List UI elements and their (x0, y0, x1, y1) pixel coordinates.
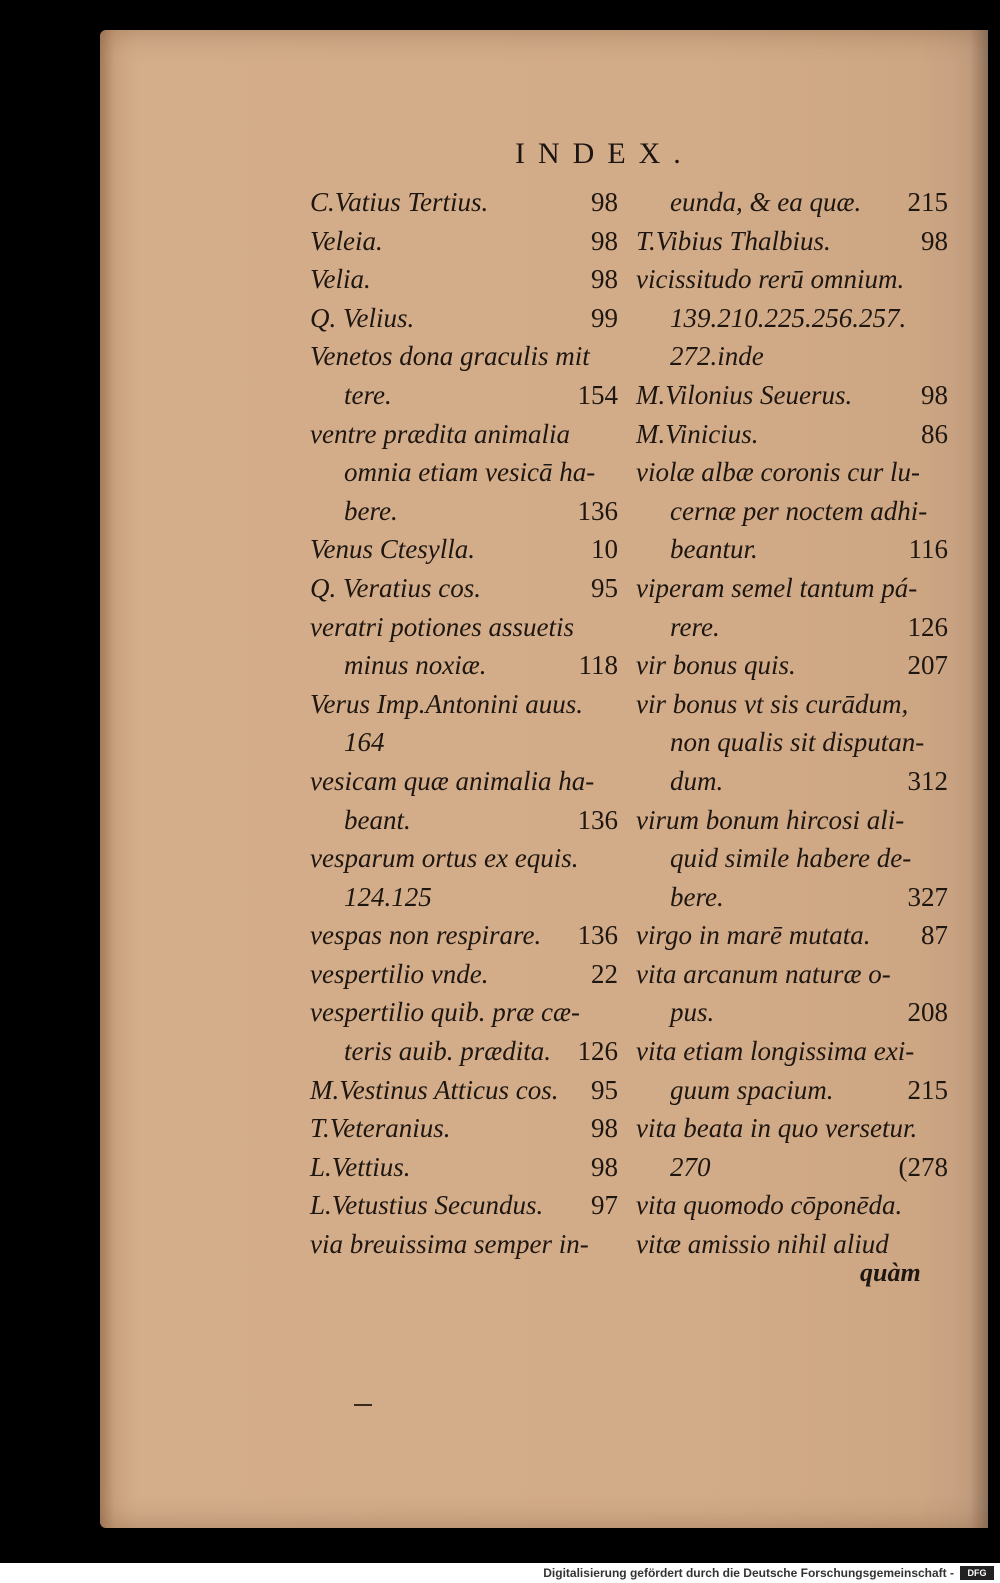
index-entry (636, 646, 948, 685)
entry-text: vita arcanum naturæ o- (636, 958, 891, 989)
entry-page-number: 86 (921, 418, 948, 449)
index-entry (636, 916, 948, 955)
entry-text: vespertilio quib. præ cæ- (310, 997, 580, 1028)
entry-page-number: 208 (907, 997, 948, 1028)
index-entry (636, 723, 948, 762)
index-entry (636, 1148, 948, 1187)
index-entry (636, 492, 948, 531)
entry-text: 272.inde (670, 341, 764, 372)
entry-text: veratri potiones assuetis (310, 611, 574, 642)
entry-text: vita etiam longissima exi- (636, 1036, 915, 1067)
entry-page-number: 215 (907, 1074, 948, 1105)
entry-text: C.Vatius Tertius. (310, 187, 489, 217)
index-entry (310, 646, 618, 685)
entry-text: Q. Velius. (310, 302, 415, 333)
entry-text: guum spacium. (670, 1074, 834, 1105)
entry-text: omnia etiam vesicā ha- (344, 457, 596, 488)
index-entry (310, 993, 618, 1032)
entry-page-number: 99 (591, 302, 618, 333)
index-entry (636, 685, 948, 724)
entry-page-number: 10 (591, 534, 618, 565)
entry-page-number: 95 (591, 572, 618, 603)
entry-text: via breuissima semper in- (310, 1229, 589, 1260)
index-entry (636, 1186, 948, 1225)
entry-page-number: 22 (591, 958, 618, 989)
index-entry (310, 1109, 618, 1148)
entry-page-number: 87 (921, 920, 948, 951)
entry-page-number: 98 (591, 225, 618, 256)
index-entry (310, 1071, 618, 1110)
entry-page-number: 215 (907, 187, 948, 217)
entry-text: vir bonus vt sis curādum, (636, 688, 909, 719)
index-column-left (310, 183, 618, 1264)
index-entry (310, 183, 618, 222)
index-entry (310, 376, 618, 415)
index-entry (310, 955, 618, 994)
entry-page-number: 98 (591, 1151, 618, 1182)
entry-text: virum bonum hircosi ali- (636, 804, 905, 835)
entry-page-number: 97 (591, 1190, 618, 1221)
entry-page-number: 126 (907, 611, 948, 642)
entry-text: dum. (670, 765, 724, 796)
index-entry (636, 415, 948, 454)
index-entry (310, 1225, 618, 1264)
index-entry (636, 993, 948, 1032)
entry-page-number: 136 (577, 804, 618, 835)
entry-text: bere. (670, 881, 724, 912)
entry-text: beant. (344, 804, 411, 835)
index-entry (636, 839, 948, 878)
index-entry (310, 916, 618, 955)
index-entry (310, 415, 618, 454)
index-entry (310, 608, 618, 647)
footer-credit: Digitalisierung gefördert durch die Deutsche Forschungsgemeinschaft - (543, 1566, 954, 1580)
dfg-logo: DFG (960, 1566, 994, 1580)
index-entry (636, 762, 948, 801)
entry-text: L.Vetustius Secundus. (310, 1190, 544, 1221)
entry-text: pus. (670, 997, 715, 1028)
entry-page-number: 98 (591, 1113, 618, 1144)
index-entry (310, 337, 618, 376)
entry-text: T.Vibius Thalbius. (636, 225, 831, 256)
index-entry (310, 723, 618, 762)
entry-text: eunda, & ea quæ. (670, 187, 862, 217)
index-entry (310, 453, 618, 492)
entry-text: quid simile habere de- (670, 843, 912, 874)
index-entry (636, 1032, 948, 1071)
index-entry (636, 337, 948, 376)
index-entry (636, 569, 948, 608)
entry-text: non qualis sit disputan- (670, 727, 925, 758)
entry-page-number: 98 (591, 187, 618, 217)
entry-page-number: 98 (921, 225, 948, 256)
entry-page-number: 98 (921, 379, 948, 410)
entry-text: 164 (344, 727, 385, 758)
index-entry (636, 222, 948, 261)
entry-text: cernæ per noctem adhi- (670, 495, 928, 526)
index-entry (310, 1032, 618, 1071)
entry-text: M.Vinicius. (636, 418, 759, 449)
entry-text: vitæ amissio nihil aliud (636, 1229, 889, 1260)
entry-page-number: 154 (577, 379, 618, 410)
entry-text: viperam semel tantum pá- (636, 572, 918, 603)
entry-text: minus noxiæ. (344, 650, 487, 681)
entry-text: Venus Ctesylla. (310, 534, 475, 565)
index-entry (310, 530, 618, 569)
index-entry (636, 530, 948, 569)
entry-text: virgo in marē mutata. (636, 920, 871, 951)
entry-text: rere. (670, 611, 720, 642)
index-entry (636, 1071, 948, 1110)
entry-text: Venetos dona graculis mit (310, 341, 590, 372)
ink-mark (354, 1404, 372, 1406)
entry-page-number: 136 (577, 495, 618, 526)
entry-page-number: 207 (907, 650, 948, 681)
entry-text: Velia. (310, 264, 371, 295)
index-entry (310, 762, 618, 801)
entry-text: tere. (344, 379, 392, 410)
entry-text: 124.125 (344, 881, 432, 912)
index-entry (310, 878, 618, 917)
index-entry (310, 260, 618, 299)
entry-text: 139.210.225.256.257. (670, 302, 907, 333)
index-entry (310, 839, 618, 878)
entry-page-number: 126 (577, 1036, 618, 1067)
index-entry (310, 1148, 618, 1187)
entry-text: teris auib. prædita. (344, 1036, 552, 1067)
index-entry (636, 1109, 948, 1148)
entry-text: Q. Veratius cos. (310, 572, 481, 603)
entry-text: ventre prædita animalia (310, 418, 570, 449)
entry-text: vespertilio vnde. (310, 958, 489, 989)
index-entry (310, 801, 618, 840)
entry-text: vesparum ortus ex equis. (310, 843, 579, 874)
entry-text: vicissitudo rerū omnium. (636, 264, 905, 295)
entry-text: M.Vilonius Seuerus. (636, 379, 853, 410)
entry-page-number: 116 (908, 534, 948, 565)
index-entry (310, 299, 618, 338)
index-entry (310, 569, 618, 608)
index-entry (636, 801, 948, 840)
entry-text: M.Vestinus Atticus cos. (310, 1074, 559, 1105)
index-entry (310, 492, 618, 531)
index-entry (636, 608, 948, 647)
entry-text: T.Veteranius. (310, 1113, 451, 1144)
entry-text: vita quomodo cōponēda. (636, 1190, 903, 1221)
entry-page-number: 312 (907, 765, 948, 796)
entry-page-number: 136 (577, 920, 618, 951)
entry-text: Verus Imp.Antonini auus. (310, 688, 583, 719)
index-entry (636, 453, 948, 492)
entry-text: beantur. (670, 534, 758, 565)
entry-text: vir bonus quis. (636, 650, 796, 681)
index-column-right (636, 183, 948, 1264)
index-entry (310, 1186, 618, 1225)
index-entry (636, 955, 948, 994)
index-entry (636, 260, 948, 299)
index-entry (636, 376, 948, 415)
index-entry (310, 222, 618, 261)
page-header: INDEX. (515, 137, 694, 170)
entry-text: vesicam quæ animalia ha- (310, 765, 595, 796)
entry-text: vita beata in quo versetur. (636, 1113, 918, 1144)
index-entry (636, 183, 948, 222)
entry-page-number: 327 (907, 881, 948, 912)
footer-bar (0, 1563, 1000, 1583)
entry-text: Veleia. (310, 225, 383, 256)
index-entry (636, 299, 948, 338)
entry-text: bere. (344, 495, 398, 526)
entry-text: 270 (670, 1151, 711, 1182)
entry-page-number: 98 (591, 264, 618, 295)
index-entry (636, 878, 948, 917)
entry-text: violæ albæ coronis cur lu- (636, 457, 920, 488)
index-entry (310, 685, 618, 724)
entry-text: vespas non respirare. (310, 920, 542, 951)
entry-text: L.Vettius. (310, 1151, 411, 1182)
entry-page-number: (278 (898, 1151, 948, 1182)
entry-page-number: 118 (578, 650, 618, 681)
entry-page-number: 95 (591, 1074, 618, 1105)
catchword: quàm (860, 1258, 921, 1287)
